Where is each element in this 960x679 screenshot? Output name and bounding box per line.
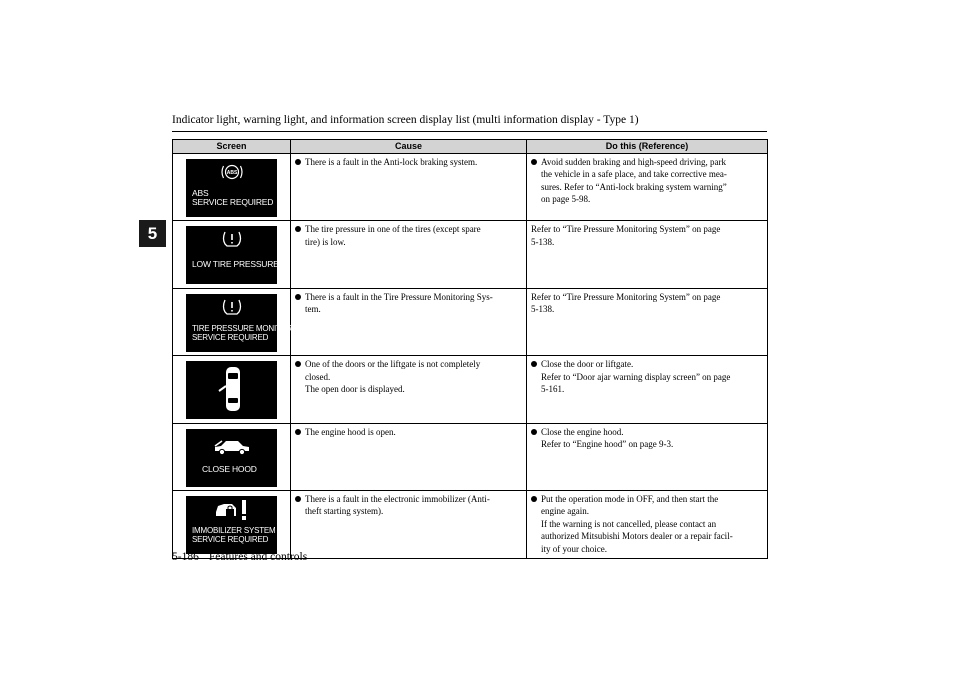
- action-text: Refer to “Tire Pressure Monitoring System” on page 5-138.: [531, 291, 721, 315]
- screen-label: SERVICE REQUIRED: [192, 332, 269, 342]
- screen-cell: [173, 423, 291, 490]
- cause-text: There is a fault in the Tire Pressure Monitoring Sys- tem.: [295, 291, 522, 316]
- tire-pressure-warning-icon: [221, 298, 243, 316]
- bullet-icon: [531, 429, 537, 435]
- screen-cell: [173, 356, 291, 423]
- screen-cell: [173, 491, 291, 559]
- immobilizer-warning-icon: [214, 498, 254, 522]
- screen-label: LOW TIRE PRESSURE: [192, 259, 279, 270]
- screen-cell: [173, 288, 291, 355]
- svg-text:ABS: ABS: [226, 170, 238, 176]
- screen-label: SERVICE REQUIRED: [192, 535, 269, 545]
- tpms-service-screen: [186, 294, 293, 352]
- display-list-table: [172, 139, 768, 559]
- action-text: Close the door or liftgate. Refer to “Door ajar warning display screen” on page 5-161.: [531, 358, 763, 395]
- bullet-icon: [295, 159, 301, 165]
- cause-text: There is a fault in the electronic immobilizer (Anti- theft starting system).: [295, 493, 522, 518]
- chapter-tab: 5: [139, 220, 166, 247]
- action-cell: [527, 491, 768, 559]
- screen-label: CLOSE HOOD: [202, 463, 257, 474]
- bullet-icon: [295, 429, 301, 435]
- cause-text: The tire pressure in one of the tires (except spare tire) is low.: [295, 223, 522, 248]
- table-row: [173, 423, 768, 490]
- action-text: Refer to “Tire Pressure Monitoring System” on page 5-138.: [531, 224, 721, 247]
- screen-cell: [173, 154, 291, 221]
- cause-cell: [291, 356, 527, 423]
- bullet-icon: [295, 496, 301, 502]
- column-header-screen: Screen: [173, 140, 291, 154]
- screen-cell: [173, 221, 291, 288]
- table-row: [173, 356, 768, 423]
- cause-cell: [291, 154, 527, 221]
- table-row: [173, 491, 768, 559]
- abs-warning-icon: [220, 163, 244, 181]
- door-ajar-car-icon: [217, 364, 247, 416]
- table-header-row: [173, 140, 768, 154]
- bullet-icon: [295, 361, 301, 367]
- screen-label: ABS: [192, 188, 209, 198]
- action-cell: [527, 423, 768, 490]
- bullet-icon: [531, 496, 537, 502]
- door-ajar-screen: [186, 361, 277, 419]
- cause-cell: [291, 423, 527, 490]
- bullet-icon: [531, 159, 537, 165]
- table-row: [173, 154, 768, 221]
- action-cell: [527, 356, 768, 423]
- column-header-cause: Cause: [291, 140, 527, 154]
- screen-label: SERVICE REQUIRED: [192, 197, 274, 207]
- screen-label: TIRE PRESSURE MONITOR: [192, 323, 293, 333]
- cause-cell: [291, 288, 527, 355]
- page-header-title: Indicator light, warning light, and information screen display list (multi information display - Type 1): [172, 114, 639, 126]
- bullet-icon: [531, 361, 537, 367]
- action-cell: [527, 154, 768, 221]
- tire-pressure-warning-icon: [221, 230, 243, 248]
- low-tire-pressure-screen: [186, 226, 277, 284]
- abs-service-screen: [186, 159, 277, 217]
- immobilizer-service-screen: [186, 496, 277, 554]
- bullet-icon: [295, 226, 301, 232]
- page-footer: [172, 551, 307, 563]
- column-header-action: Do this (Reference): [527, 140, 768, 154]
- cause-text: One of the doors or the liftgate is not completely closed. The open door is displayed.: [295, 358, 522, 395]
- cause-text: The engine hood is open.: [295, 426, 522, 438]
- header-rule: [172, 131, 767, 132]
- action-cell: [527, 288, 768, 355]
- action-text: Close the engine hood. Refer to “Engine hood” on page 9-3.: [531, 426, 763, 451]
- action-text: Put the operation mode in OFF, and then start the engine again. If the warning is not cancelled, please contact an authorized Mitsubishi Motors dealer or a repair facil- ity of your choice.: [531, 493, 763, 555]
- action-text: Avoid sudden braking and high-speed driving, park the vehicle in a safe place, and take corrective mea- sures. Refer to “Anti-lock braking system warning” on page 5-98.: [531, 156, 763, 206]
- table-row: [173, 288, 768, 355]
- screen-label: IMMOBILIZER SYSTEM: [192, 526, 276, 536]
- cause-cell: [291, 491, 527, 559]
- hood-open-car-icon: [212, 437, 252, 457]
- cause-text: There is a fault in the Anti-lock braking system.: [295, 156, 522, 168]
- section-name: Features and controls: [208, 551, 308, 563]
- close-hood-screen: [186, 429, 277, 487]
- action-cell: [527, 221, 768, 288]
- cause-cell: [291, 221, 527, 288]
- table-row: [173, 221, 768, 288]
- bullet-icon: [295, 294, 301, 300]
- page-number: 5-186: [172, 551, 199, 563]
